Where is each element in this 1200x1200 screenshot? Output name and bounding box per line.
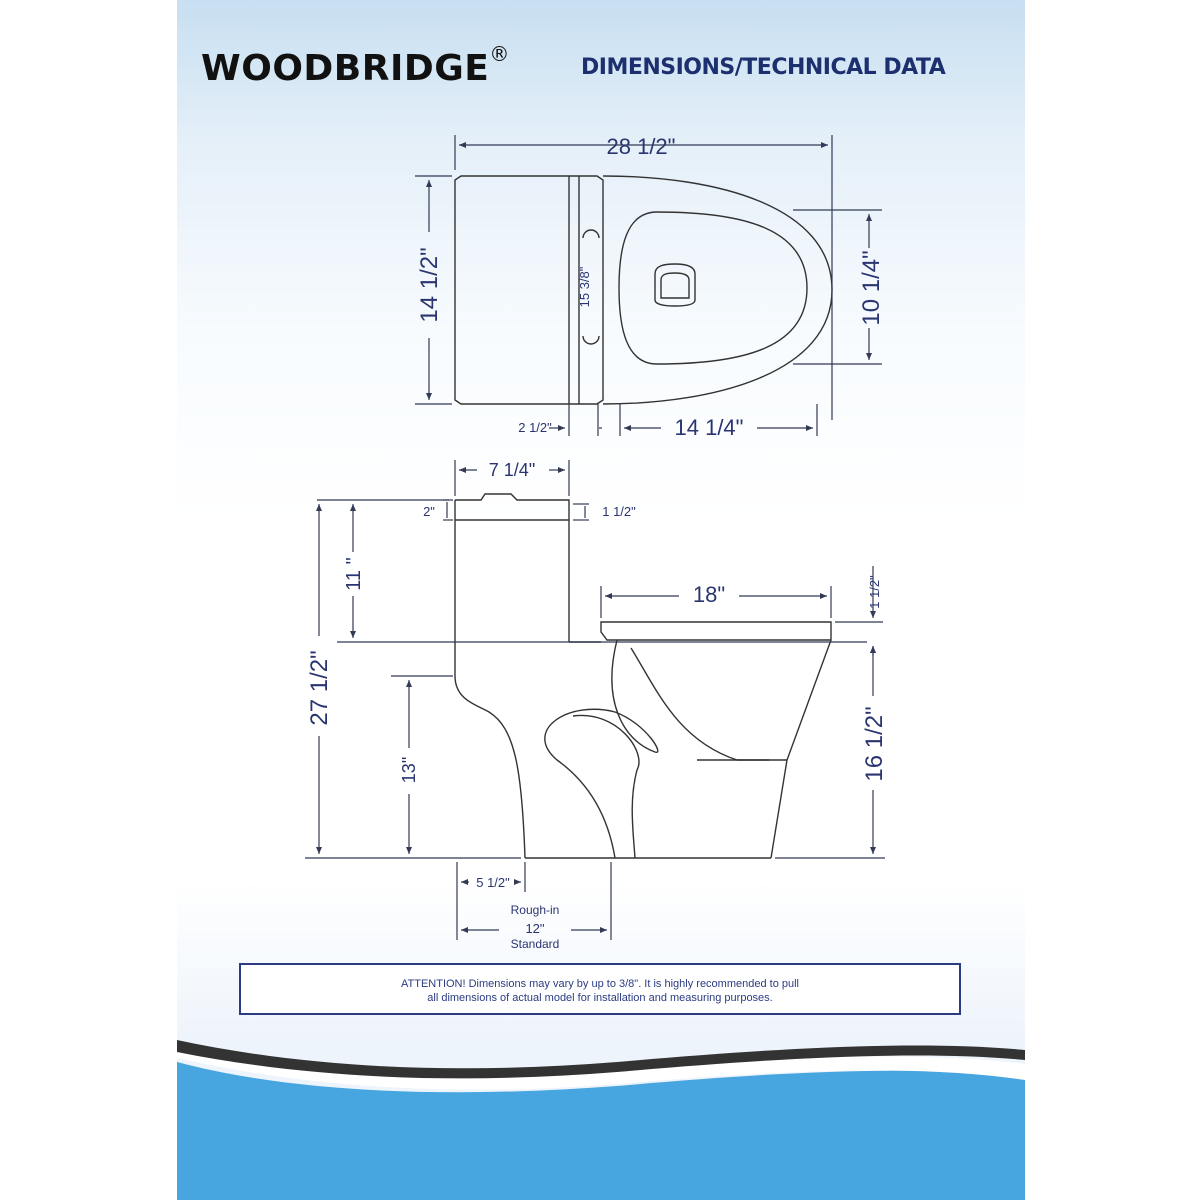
attention-line-2: all dimensions of actual model for installation and measuring purposes. xyxy=(427,992,773,1004)
dim-seat-length: 18" xyxy=(692,582,726,607)
registered-mark: ® xyxy=(489,42,510,66)
dim-tank-height: 11 " xyxy=(343,557,365,591)
attention-line-1: ATTENTION! Dimensions may vary by up to 3/8". It is highly recommended to pull xyxy=(400,978,799,990)
dim-rough-in-label: Rough-in xyxy=(510,903,560,917)
dim-lid-thickness: 2" xyxy=(423,504,435,519)
spec-sheet xyxy=(177,0,1025,1200)
dim-overall-width: 14 1/2" xyxy=(416,247,443,323)
dim-seat-height: 16 1/2" xyxy=(861,706,888,782)
dim-rough-in-value: 12" xyxy=(525,921,545,936)
dim-tank-depth: 7 1/4" xyxy=(488,460,536,480)
decorative-wave-band xyxy=(177,0,1025,1200)
dim-overall-length: 28 1/2" xyxy=(606,134,676,159)
dim-rough-in-standard: Standard xyxy=(510,937,560,951)
dim-seat-thickness: 1 1/2" xyxy=(867,575,882,609)
dim-bowl-length: 14 1/4" xyxy=(674,415,744,440)
dim-overall-height: 27 1/2" xyxy=(306,650,333,726)
dim-bolt-spacing: 15 3/8" xyxy=(577,266,592,308)
dim-wall-to-base: 5 1/2" xyxy=(476,875,510,890)
brand-name: WOODBRIDGE xyxy=(201,48,490,89)
page-heading: DIMENSIONS/TECHNICAL DATA xyxy=(581,55,946,80)
dim-bowl-width: 10 1/4" xyxy=(858,250,885,326)
dim-tank-offset: 2 1/2" xyxy=(518,420,552,435)
dim-lid-step: 1 1/2" xyxy=(602,504,636,519)
dim-outlet-height: 13" xyxy=(399,756,419,784)
